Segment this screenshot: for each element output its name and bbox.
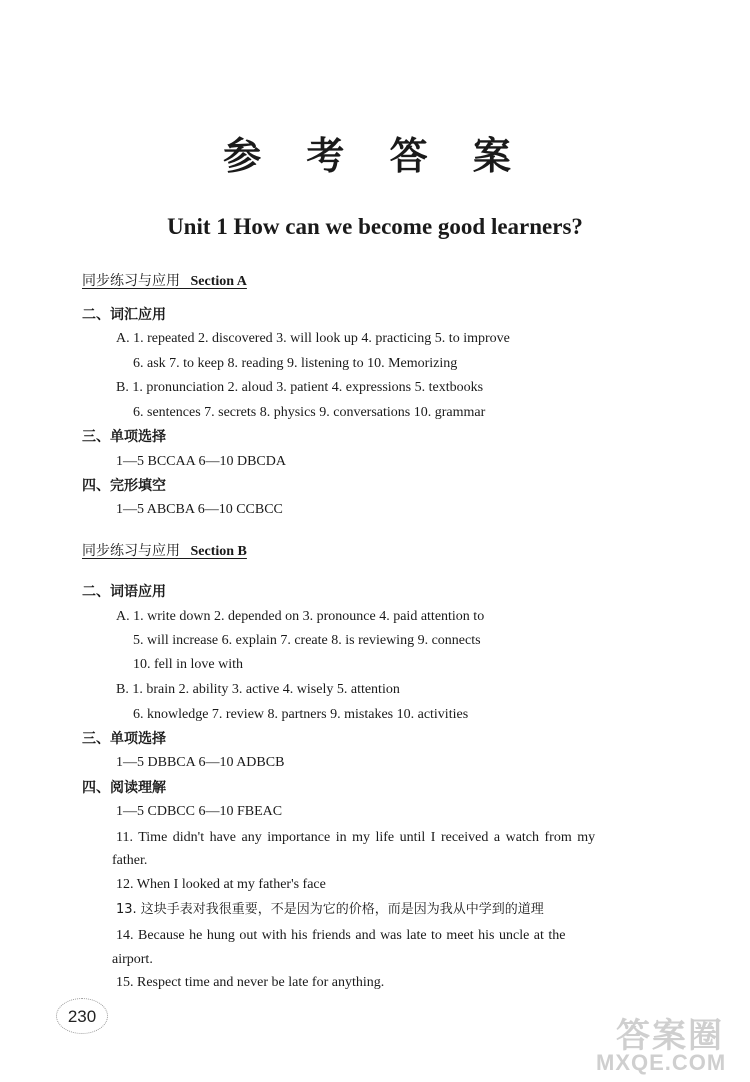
watermark-bottom-text: MXQE.COM — [596, 1050, 727, 1075]
section-a-cloze-heading: 四、完形填空 — [82, 478, 166, 494]
section-a-heading-en: Section A — [190, 274, 247, 289]
section-b-reading-line: 13. 这块手表对我很重要，不是因为它的价格，而是因为我从中学到的道理 — [116, 902, 544, 917]
section-b-reading-line: 15. Respect time and never be late for anything. — [116, 975, 385, 990]
section-b-vocab-line: B. 1. brain 2. ability 3. active 4. wisely 5. attention — [116, 682, 400, 697]
page-title: 参 考 答 案 — [223, 133, 527, 178]
section-a-vocab-line: 6. ask 7. to keep 8. reading 9. listening to 10. Memorizing — [133, 356, 458, 371]
section-b-heading-en: Section B — [190, 544, 247, 559]
section-a-vocab-line: 6. sentences 7. secrets 8. physics 9. conversations 10. grammar — [133, 405, 486, 420]
section-a-vocab-line: B. 1. pronunciation 2. aloud 3. patient 4. expressions 5. textbooks — [116, 380, 484, 395]
watermark-logo — [596, 1008, 746, 1078]
section-b-reading-line: 11. Time didn't have any importance in my life until I received a watch from my — [116, 830, 596, 845]
page-number: 230 — [67, 1007, 97, 1026]
section-b-reading-line: 12. When I looked at my father's face — [116, 877, 326, 892]
section-b-vocab-line: 5. will increase 6. explain 7. create 8. is reviewing 9. connects — [133, 633, 481, 648]
section-b-vocab-heading: 二、词语应用 — [82, 584, 166, 600]
section-b-vocab-line: 10. fell in love with — [133, 657, 244, 672]
section-a-heading-cn: 同步练习与应用 — [82, 273, 180, 289]
section-a-vocab-line: A. 1. repeated 2. discovered 3. will look up 4. practicing 5. to improve — [116, 331, 510, 346]
section-b-heading-cn: 同步练习与应用 — [82, 543, 180, 559]
section-b-vocab-line: A. 1. write down 2. depended on 3. pronounce 4. paid attention to — [116, 609, 485, 624]
section-a-heading — [82, 271, 247, 292]
section-a-choice-answers: 1—5 BCCAA 6—10 DBCDA — [116, 454, 286, 469]
section-b-reading-line: father. — [112, 853, 148, 868]
section-b-choice-answers: 1—5 DBBCA 6—10 ADBCB — [116, 755, 285, 770]
section-a-cloze-answers: 1—5 ABCBA 6—10 CCBCC — [116, 502, 283, 517]
section-b-reading-line: 14. Because he hung out with his friends and was late to meet his uncle at the — [116, 928, 566, 943]
watermark-top-text: 答案圈 — [616, 1017, 724, 1055]
section-b-heading — [82, 541, 247, 562]
section-b-reading-heading: 四、阅读理解 — [82, 780, 166, 796]
section-b-reading-line: airport. — [112, 952, 153, 967]
section-b-reading-line: 1—5 CDBCC 6—10 FBEAC — [116, 804, 283, 819]
section-a-choice-heading: 三、单项选择 — [82, 429, 166, 445]
unit-title: Unit 1 How can we become good learners? — [167, 214, 583, 239]
section-b-choice-heading: 三、单项选择 — [82, 731, 166, 747]
section-a-vocab-heading: 二、词汇应用 — [82, 307, 166, 323]
section-b-vocab-line: 6. knowledge 7. review 8. partners 9. mistakes 10. activities — [133, 707, 469, 722]
